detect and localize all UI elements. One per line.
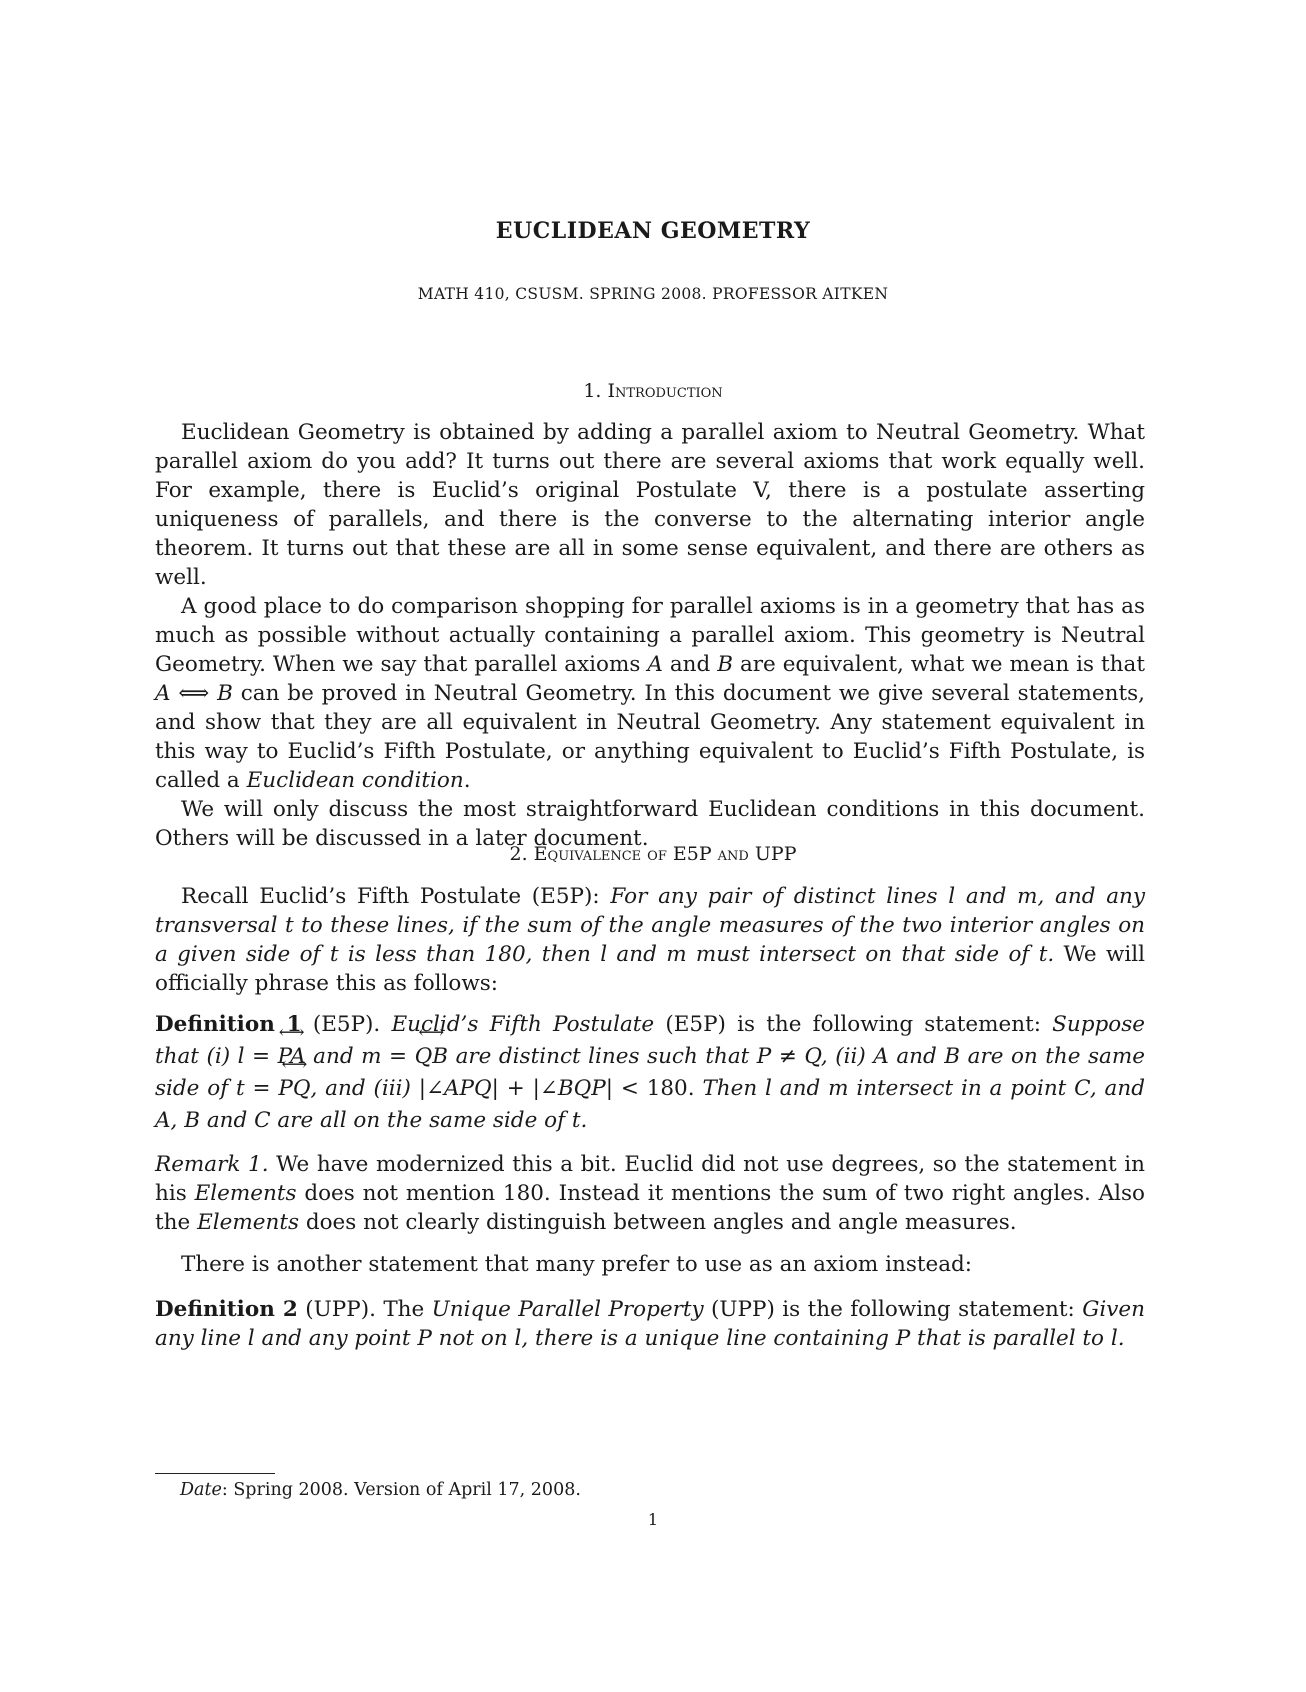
definition-2: Definition 2 (UPP). The Unique Parallel Property (UPP) is the following statement: Given any line l and any point P not on l, there is a unique line containing P that is parallel to l. bbox=[155, 1297, 1145, 1351]
definition-label: Definition 1 bbox=[155, 1012, 302, 1037]
section-heading-equivalence: 2. Equivalence of E5P and UPP bbox=[509, 843, 797, 865]
paragraph: Euclidean Geometry is obtained by adding a parallel axiom to Neutral Geometry. What parallel axiom do you add? It turns out there are several axioms that work equally well. For example, there is Euclid’s original Postulate V, there is a postulate asserting uniqueness of parallels, and there is the converse to the alternating interior angle theorem. It turns out that these are all in some sense equivalent, and there are others as well. bbox=[155, 420, 1145, 590]
footnote-rule bbox=[155, 1473, 275, 1474]
footnote: Date: Spring 2008. Version of April 17, 2008. bbox=[180, 1480, 581, 1500]
line-pa: ⟷ PA bbox=[278, 1041, 306, 1073]
definition-1: Definition 1 (E5P). Euclid’s Fifth Postulate (E5P) is the following statement: Suppose that (i) l = ⟷ PA and m = ⟷ QB are distinct lines such that P ≠ Q, (ii) A and B are on the same side of t = ⟷ PQ, and (iii) |∠APQ| + |∠BQP| < 180. Then l and m intersect in a point C, and A, B and C are all on the same side of t. bbox=[155, 1009, 1145, 1137]
section-heading-introduction: 1. Introduction bbox=[583, 380, 723, 402]
document-title: EUCLIDEAN GEOMETRY bbox=[495, 218, 811, 244]
page-number: 1 bbox=[647, 1510, 659, 1529]
paragraph: We will only discuss the most straightforward Euclidean conditions in this document. Others will be discussed in a later document. bbox=[155, 797, 1145, 851]
remark-1: Remark 1. We have modernized this a bit. Euclid did not use degrees, so the statement in his Elements does not mention 180. Instead it mentions the sum of two right angles. Also the Elements does not clearly distinguish between angles and angle measures. bbox=[155, 1152, 1145, 1235]
line-qb: ⟷ QB bbox=[415, 1041, 448, 1073]
paragraph: Recall Euclid’s Fifth Postulate (E5P): For any pair of distinct lines l and m, and any transversal t to these lines, if the sum of the angle measures of the two interior angles on a given side of t is less than 180, then l and m must intersect on that side of t. We will officially phrase this as follows: bbox=[155, 884, 1146, 996]
euclidean-condition-term: Euclidean condition bbox=[246, 768, 464, 793]
section-introduction-body bbox=[155, 418, 1145, 853]
document-subtitle: MATH 410, CSUSM. SPRING 2008. PROFESSOR AITKEN bbox=[417, 285, 889, 303]
remark-label: Remark 1. bbox=[155, 1152, 269, 1177]
line-pq: ⟷ PQ bbox=[278, 1073, 310, 1105]
section-equivalence-body bbox=[155, 882, 1145, 998]
section-equivalence-paragraph: There is another statement that many prefer to use as an axiom instead: bbox=[181, 1252, 973, 1277]
definition-label: Definition 2 bbox=[155, 1297, 298, 1322]
paragraph: A good place to do comparison shopping for parallel axioms is in a geometry that has as much as possible without actually containing a parallel axiom. This geometry is Neutral Geometry. When we say that parallel axioms A and B are equivalent, what we mean is that A ⟺ B can be proved in Neutral Geometry. In this document we give several statements, and show that they are all equivalent in Neutral Geometry. Any statement equivalent in this way to Euclid’s Fifth Postulate, or anything equivalent to Euclid’s Fifth Postulate, is called a Euclidean condition. bbox=[155, 594, 1145, 793]
